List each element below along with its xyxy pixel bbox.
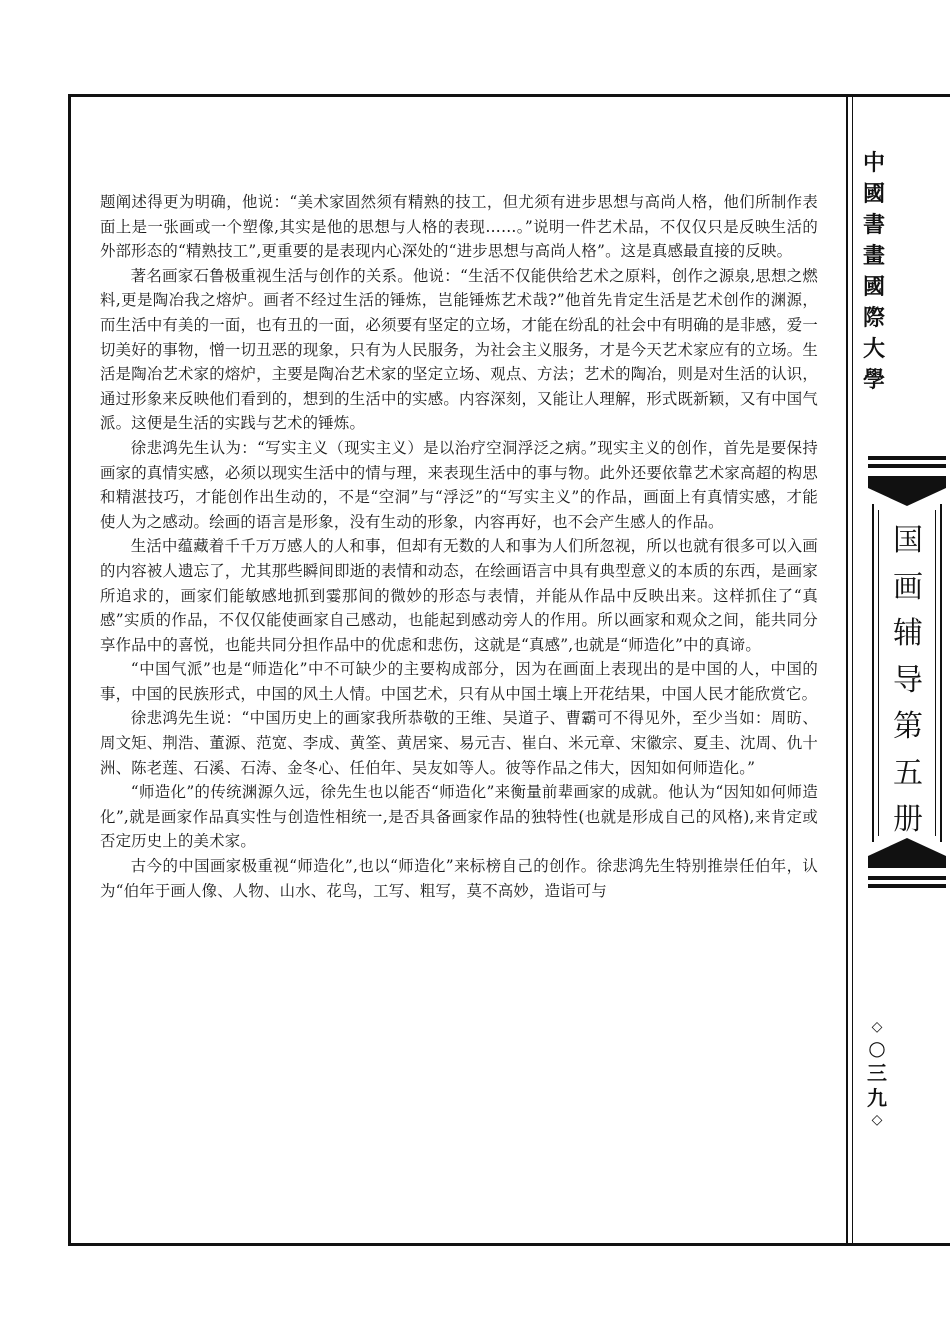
body-text bbox=[100, 190, 818, 903]
school-name-char: 書 bbox=[862, 213, 885, 238]
paragraph: 题阐述得更为明确，他说：“美术家固然须有精熟的技工，但尤须有进步思想与高尚人格，他们所制作表面上是一张画或一个塑像,其实是他的思想与人格的表现……。”说明一件艺术品，不仅仅只是反映生活的外部形态的“精熟技工”,更重要的是表现内心深处的“进步思想与高尚人格”。这是真感最直接的反映。 bbox=[100, 193, 818, 261]
paragraph: 著名画家石鲁极重视生活与创作的关系。他说：“生活不仅能供给艺术之原料，创作之源泉,思想之燃料,更是陶冶我之熔炉。画者不经过生活的锤炼，岂能锤炼艺术哉?”他首先肯定生活是艺术创作的渊源，而生活中有美的一面，也有丑的一面，必须要有坚定的立场，才能在纷乱的社会中有明确的是非感，爱一切美好的事物，憎一切丑恶的现象，只有为人民服务，为社会主义服务，才是今天艺术家应有的立场。生活是陶冶艺术家的熔炉，主要是陶冶艺术家的坚定立场、观点、方法；艺术的陶冶，则是对生活的认识，通过形象来反映他们看到的，想到的生活中的实感。内容深刻，又能让人理解，形式既新颖，又有中国气派。这便是生活的实践与艺术的锤炼。 bbox=[100, 266, 818, 433]
book-title-banner bbox=[866, 456, 950, 888]
paragraph: 古今的中国画家极重视“师造化”,也以“师造化”来标榜自己的创作。徐悲鸿先生特别推崇任伯年，认为“伯年于画人像、人物、山水、花鸟，工写、粗写，莫不高妙，造诣可与 bbox=[100, 857, 818, 900]
margin-rule-inner bbox=[852, 94, 853, 1246]
paragraph: 生活中蕴藏着千千万万感人的人和事，但却有无数的人和事为人们所忽视，所以也就有很多可以入画的内容被人遗忘了，尤其那些瞬间即逝的表情和动态，在绘画语言中具有典型意义的本质的东西，是画家所追求的，画家们能敏感地抓到霎那间的微妙的形态与表情，并能从作品中反映出来。这样抓住了“真感”实质的作品，不仅仅能使画家自己感动，也能起到感动旁人的作用。所以画家和观众之间，能共同分享作品中的喜悦，也能共同分担作品中的优虑和悲伤，这就是“真感”,也就是“师造化”中的真谛。 bbox=[100, 537, 818, 654]
book-title-vertical bbox=[866, 518, 950, 844]
page-number-digit: ○ bbox=[868, 1036, 886, 1060]
book-title-char: 第 bbox=[893, 709, 923, 744]
banner-top-rule bbox=[868, 456, 946, 460]
school-name-char: 畫 bbox=[862, 244, 885, 269]
diamond-icon: ◇ bbox=[871, 1112, 883, 1128]
page-number-vertical bbox=[860, 1018, 894, 1129]
paragraph: “中国气派”也是“师造化”中不可缺少的主要构成部分，因为在画面上表现出的是中国的人，中国的事，中国的民族形式，中国的风土人情。中国艺术，只有从中国土壤上开花结果，中国人民才能欣赏它。 bbox=[100, 660, 818, 703]
school-name-char: 學 bbox=[862, 368, 885, 393]
banner-top-rule bbox=[868, 464, 946, 468]
book-title-char: 国 bbox=[893, 523, 923, 558]
page-number-digit: 三 bbox=[867, 1061, 887, 1085]
banner-bottom-rule bbox=[868, 876, 946, 880]
banner-bottom-rule bbox=[868, 884, 946, 888]
school-name-char: 國 bbox=[862, 275, 885, 300]
paragraph: “师造化”的传统渊源久远，徐先生也以能否“师造化”来衡量前辈画家的成就。他认为“因知如何师造化”,就是画家作品真实性与创造性相统一,是否具备画家作品的独特性(也就是形成自己的风格),来肯定或否定历史上的美术家。 bbox=[100, 783, 818, 851]
book-title-char: 辅 bbox=[893, 616, 923, 651]
school-name-char: 大 bbox=[862, 337, 885, 362]
school-name-char: 中 bbox=[862, 151, 885, 176]
paragraph: 徐悲鸿先生说：“中国历史上的画家我所恭敬的王维、吴道子、曹霸可不得见外，至少当如：周昉、周文矩、荆浩、董源、范宽、李成、黄筌、黄居寀、易元吉、崔白、米元章、宋徽宗、夏圭、沈周、仇十洲、陈老莲、石溪、石涛、金冬心、任伯年、吴友如等人。彼等作品之伟大，因知如何师造化。” bbox=[100, 709, 818, 777]
margin-rule-outer bbox=[846, 94, 848, 1246]
page-number-digit: 九 bbox=[867, 1086, 887, 1110]
school-name-char: 國 bbox=[862, 182, 885, 207]
book-title-char: 五 bbox=[893, 755, 923, 791]
book-title-char: 画 bbox=[893, 569, 923, 605]
book-title-char: 册 bbox=[893, 802, 923, 837]
paragraph: 徐悲鸿先生认为：“写实主义（现实主义）是以治疗空洞浮泛之病。”现实主义的创作，首先是要保持画家的真情实感，必须以现实生活中的情与理，来表现生活中的事与物。此外还要依靠艺术家高超的构思和精湛技巧，才能创作出生动的，不是“空洞”与“浮泛”的“写实主义”的作品，画面上有真情实感，才能使人为之感动。绘画的语言是形象，没有生动的形象，内容再好，也不会产生感人的作品。 bbox=[100, 438, 818, 531]
diamond-icon: ◇ bbox=[871, 1019, 883, 1035]
book-title-char: 导 bbox=[893, 662, 923, 698]
banner-top-ornament bbox=[868, 476, 946, 506]
school-name-char: 際 bbox=[862, 306, 885, 331]
school-name-vertical bbox=[862, 148, 886, 396]
